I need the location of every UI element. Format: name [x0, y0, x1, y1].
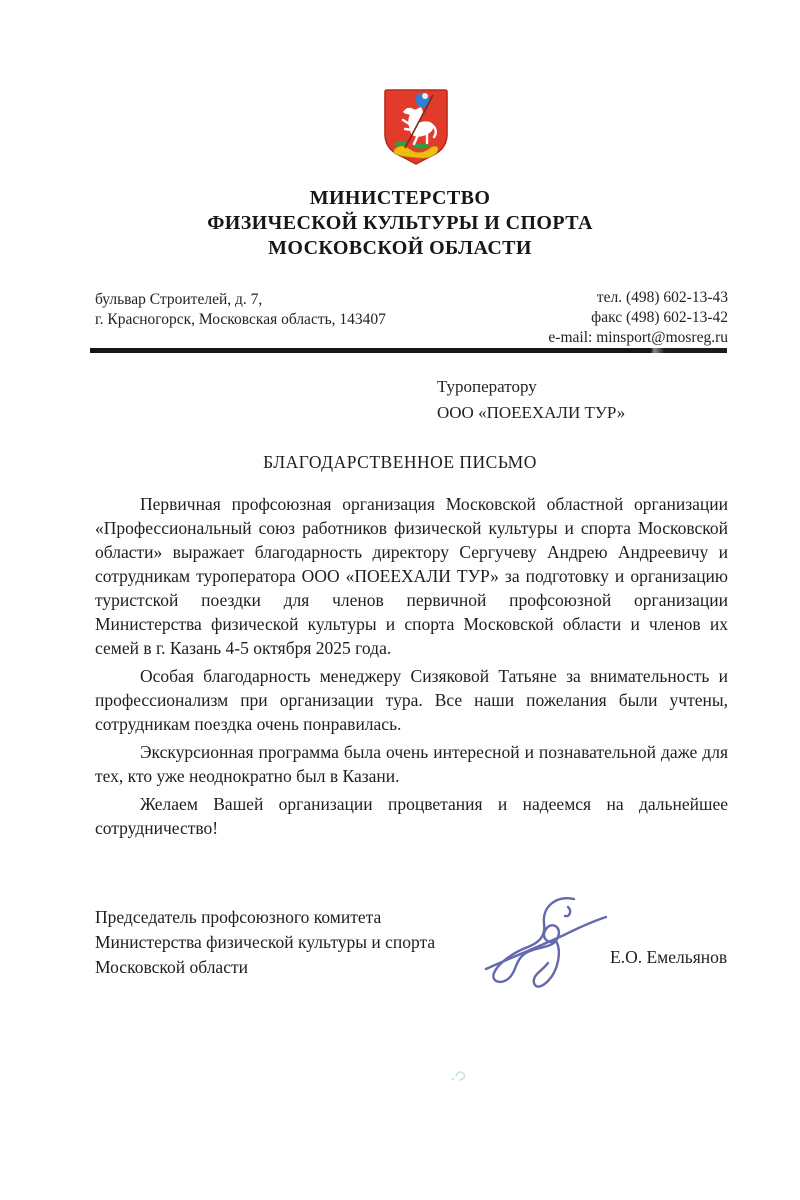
- recipient-line: ООО «ПОЕЕХАЛИ ТУР»: [437, 403, 626, 422]
- moscow-oblast-coat-of-arms-icon: [380, 87, 452, 167]
- address-line: бульвар Строителей, д. 7,: [95, 291, 263, 308]
- signer-position-line: Председатель профсоюзного комитета: [95, 907, 382, 927]
- ink-smudge-mark: [448, 1064, 474, 1088]
- signature-stroke: [565, 907, 570, 916]
- signer-position: [95, 905, 728, 980]
- signer-position-line: Московской области: [95, 957, 248, 977]
- ministry-header: [0, 186, 800, 261]
- body-paragraph: Особая благодарность менеджеру Сизяковой Татьяне за внимательность и профессионализм при организации тура. Все наши пожелания были учтены, сотрудникам поездка очень понравилась.: [95, 666, 728, 734]
- body-paragraph: Экскурсионная программа была очень интересной и познавательной даже для тех, кто уже неоднократно был в Казани.: [95, 742, 728, 786]
- recipient-line: Туроператору: [437, 377, 537, 396]
- email-line: e-mail: minsport@mosreg.ru: [548, 329, 728, 346]
- fax-line: факс (498) 602-13-42: [591, 309, 728, 326]
- contact-details: [548, 288, 728, 348]
- signature-stroke: [486, 917, 606, 969]
- body-paragraph: Первичная профсоюзная организация Московской областной организации «Профессиональный союз работников физической культуры и спорта Московской области» выражает благодарность директору Сергучеву Андрею Андреевичу и сотрудникам туроператора ООО «ПОЕЕХАЛИ ТУР» за подготовку и организацию туристской поездки для членов первичной профсоюзной организации Министерства физической культуры и спорта Московской области и членов их семей в г. Казань 4-5 октября 2025 года.: [95, 494, 728, 658]
- ministry-header-line: МОСКОВСКОЙ ОБЛАСТИ: [268, 237, 532, 259]
- signature-stroke: [493, 898, 574, 982]
- letter-body: [95, 492, 728, 844]
- letterhead-contacts: [95, 288, 728, 348]
- ministry-header-line: МИНИСТЕРСТВО: [309, 187, 491, 209]
- letter-title: БЛАГОДАРСТВЕННОЕ ПИСЬМО: [263, 452, 537, 472]
- postal-address: [95, 288, 386, 348]
- handwritten-signature: [478, 885, 610, 997]
- signature-block: [95, 905, 728, 1025]
- signer-name: Е.О. Емельянов: [610, 947, 728, 967]
- body-paragraph: Желаем Вашей организации процветания и надеемся на дальнейшее сотрудничество!: [95, 794, 728, 838]
- letterhead-divider: [90, 348, 727, 353]
- phone-line: тел. (498) 602-13-43: [596, 289, 728, 306]
- ground-patch: [413, 143, 429, 148]
- recipient-block: [437, 374, 625, 426]
- signer-position-line: Министерства физической культуры и спорта: [95, 932, 436, 952]
- smudge-dot: [452, 1078, 454, 1080]
- ministry-header-line: ФИЗИЧЕСКОЙ КУЛЬТУРЫ И СПОРТА: [207, 212, 593, 234]
- smudge-stroke: [456, 1072, 465, 1080]
- address-line: г. Красногорск, Московская область, 143407: [95, 311, 386, 328]
